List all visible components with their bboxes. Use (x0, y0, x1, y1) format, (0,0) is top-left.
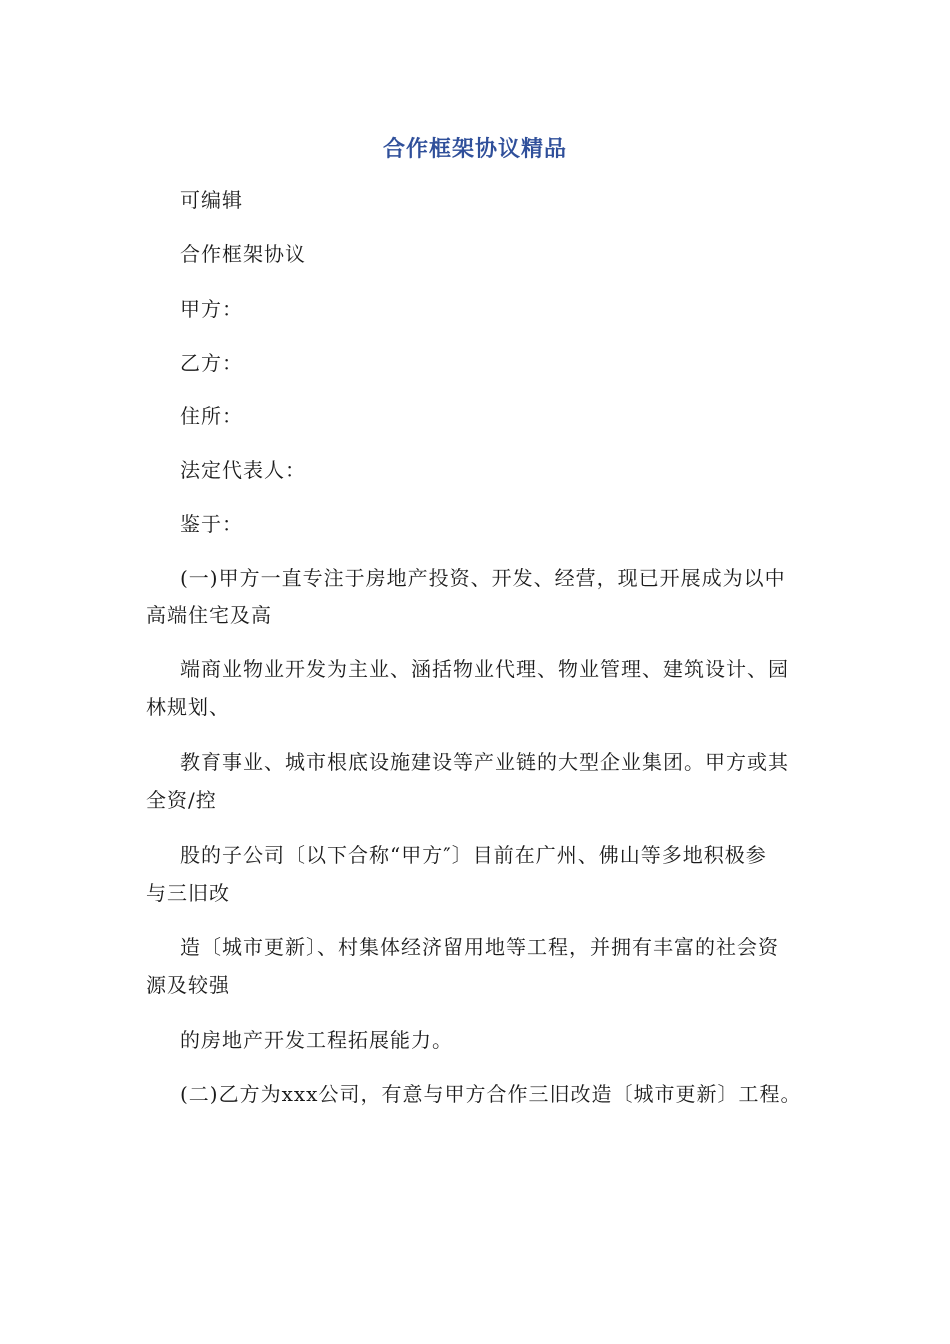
line-whereas: 鉴于： (180, 512, 243, 536)
paragraph-line: 全资/控 (146, 788, 217, 812)
paragraph-line: 股的子公司〔以下合称“甲方″〕目前在广州、佛山等多地积极参 (180, 843, 767, 867)
paragraph-line: (二)乙方为xxx公司，有意与甲方合作三旧改造〔城市更新〕工程。 (180, 1082, 802, 1106)
line-editable: 可编辑 (180, 188, 243, 212)
paragraph-line: 林规划、 (146, 695, 230, 719)
paragraph-line: 的房地产开发工程拓展能力。 (180, 1028, 453, 1052)
paragraph-line: 源及较强 (146, 973, 230, 997)
paragraph-line: 高端住宅及高 (146, 603, 272, 627)
line-agreement-heading: 合作框架协议 (180, 242, 306, 266)
paragraph-line: 教育事业、城市根底设施建设等产业链的大型企业集团。甲方或其 (180, 750, 789, 774)
paragraph-line: 与三旧改 (146, 881, 230, 905)
line-legal-representative: 法定代表人： (180, 458, 306, 482)
line-address: 住所： (180, 404, 243, 428)
line-party-a: 甲方： (180, 297, 243, 321)
document-title: 合作框架协议精品 (382, 137, 567, 162)
paragraph-line: 端商业物业开发为主业、涵括物业代理、物业管理、建筑设计、园 (180, 657, 789, 681)
line-party-b: 乙方： (180, 351, 243, 375)
paragraph-line: 造〔城市更新〕、村集体经济留用地等工程，并拥有丰富的社会资 (180, 935, 779, 959)
paragraph-line: (一)甲方一直专注于房地产投资、开发、经营，现已开展成为以中 (180, 566, 786, 590)
